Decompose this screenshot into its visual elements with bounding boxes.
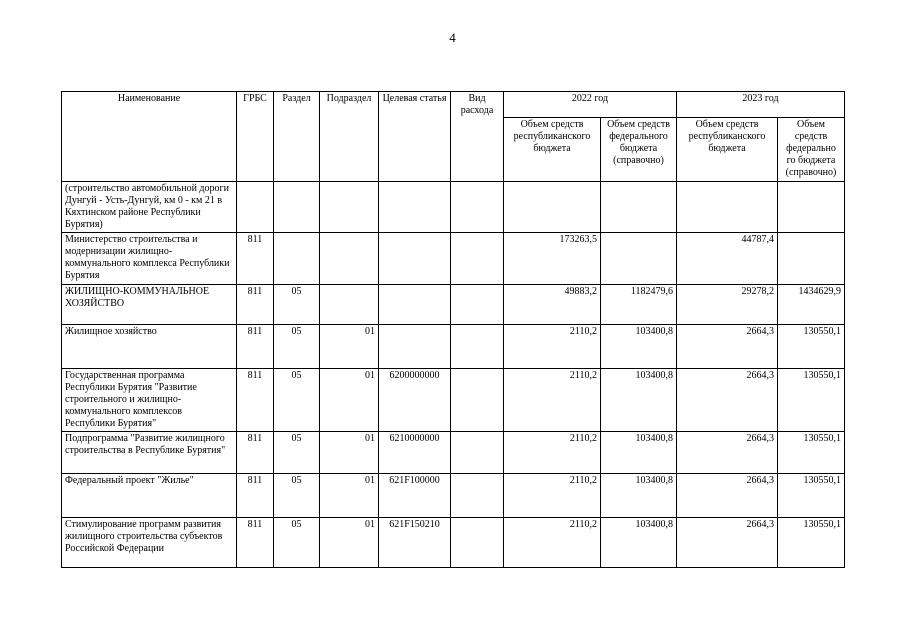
cell-podrazdel: [320, 285, 379, 325]
cell-f2022: 103400,8: [601, 518, 677, 568]
cell-vid: [451, 285, 504, 325]
header-year-2022: 2022 год: [504, 92, 677, 118]
table-row: [62, 233, 845, 285]
cell-target: 6210000000: [379, 432, 451, 474]
cell-r2023: 44787,4: [677, 233, 778, 285]
cell-r2022: 173263,5: [504, 233, 601, 285]
header-fed-2023: Объем средств федерально го бюджета (справочно): [778, 118, 845, 182]
header-target: Целевая статья: [379, 92, 451, 182]
cell-vid: [451, 233, 504, 285]
cell-name: Жилищное хозяйство: [62, 325, 237, 369]
header-year-2023: 2023 год: [677, 92, 845, 118]
cell-name: Федеральный проект "Жилье": [62, 474, 237, 518]
cell-r2022: 49883,2: [504, 285, 601, 325]
cell-podrazdel: 01: [320, 325, 379, 369]
cell-razdel: 05: [274, 518, 320, 568]
cell-r2023: 2664,3: [677, 432, 778, 474]
cell-razdel: [274, 233, 320, 285]
cell-vid: [451, 182, 504, 233]
cell-podrazdel: 01: [320, 474, 379, 518]
header-vid: Вид расхода: [451, 92, 504, 182]
cell-f2022: 103400,8: [601, 432, 677, 474]
cell-target: [379, 182, 451, 233]
cell-f2023: 130550,1: [778, 474, 845, 518]
cell-razdel: 05: [274, 325, 320, 369]
cell-r2022: 2110,2: [504, 518, 601, 568]
cell-r2022: 2110,2: [504, 432, 601, 474]
cell-podrazdel: 01: [320, 432, 379, 474]
cell-f2023: 130550,1: [778, 369, 845, 432]
cell-f2022: 103400,8: [601, 474, 677, 518]
cell-vid: [451, 325, 504, 369]
cell-f2022: 103400,8: [601, 325, 677, 369]
cell-r2023: 29278,2: [677, 285, 778, 325]
cell-podrazdel: [320, 233, 379, 285]
cell-target: [379, 233, 451, 285]
cell-grbs: [237, 182, 274, 233]
cell-r2023: 2664,3: [677, 369, 778, 432]
cell-r2022: 2110,2: [504, 474, 601, 518]
cell-podrazdel: 01: [320, 369, 379, 432]
cell-vid: [451, 518, 504, 568]
cell-f2023: 130550,1: [778, 325, 845, 369]
cell-target: [379, 325, 451, 369]
cell-f2022: [601, 182, 677, 233]
cell-f2022: [601, 233, 677, 285]
cell-target: 6200000000: [379, 369, 451, 432]
cell-r2023: 2664,3: [677, 325, 778, 369]
cell-podrazdel: 01: [320, 518, 379, 568]
cell-target: 621F100000: [379, 474, 451, 518]
header-grbs: ГРБС: [237, 92, 274, 182]
cell-name: Государственная программа Республики Бурятия "Развитие строительного и жилищно-коммунального комплексов Республики Бурятия": [62, 369, 237, 432]
header-razdel: Раздел: [274, 92, 320, 182]
cell-name: Министерство строительства и модернизации жилищно-коммунального комплекса Республики Бурятия: [62, 233, 237, 285]
cell-podrazdel: [320, 182, 379, 233]
cell-f2023: 130550,1: [778, 518, 845, 568]
page-number: 4: [449, 30, 456, 45]
table-row: [62, 369, 845, 432]
cell-grbs: 811: [237, 369, 274, 432]
cell-r2023: 2664,3: [677, 518, 778, 568]
cell-f2023: 130550,1: [778, 432, 845, 474]
header-fed-2022: Объем средств федерального бюджета (справочно): [601, 118, 677, 182]
cell-grbs: 811: [237, 233, 274, 285]
header-podrazdel: Подраздел: [320, 92, 379, 182]
cell-r2023: 2664,3: [677, 474, 778, 518]
table-row: [62, 325, 845, 369]
cell-target: 621F150210: [379, 518, 451, 568]
cell-razdel: 05: [274, 474, 320, 518]
table-row: [62, 285, 845, 325]
cell-f2022: 1182479,6: [601, 285, 677, 325]
table-row: [62, 432, 845, 474]
header-rep-2023: Объем средств республиканского бюджета: [677, 118, 778, 182]
cell-razdel: 05: [274, 369, 320, 432]
cell-f2023: [778, 182, 845, 233]
cell-r2023: [677, 182, 778, 233]
cell-razdel: 05: [274, 285, 320, 325]
table-row: [62, 474, 845, 518]
cell-r2022: 2110,2: [504, 369, 601, 432]
cell-grbs: 811: [237, 432, 274, 474]
cell-target: [379, 285, 451, 325]
header-rep-2022: Объем средств республиканского бюджета: [504, 118, 601, 182]
cell-vid: [451, 474, 504, 518]
cell-razdel: [274, 182, 320, 233]
cell-f2023: 1434629,9: [778, 285, 845, 325]
cell-f2023: [778, 233, 845, 285]
table-row: [62, 182, 845, 233]
cell-grbs: 811: [237, 474, 274, 518]
cell-vid: [451, 369, 504, 432]
cell-r2022: 2110,2: [504, 325, 601, 369]
cell-name: (строительство автомобильной дороги Дунгуй - Усть-Дунгуй, км 0 - км 21 в Кяхтинском районе Республики Бурятия): [62, 182, 237, 233]
cell-name: Подпрограмма "Развитие жилищного строительства в Республике Бурятия": [62, 432, 237, 474]
cell-f2022: 103400,8: [601, 369, 677, 432]
cell-grbs: 811: [237, 285, 274, 325]
cell-name: ЖИЛИЩНО-КОММУНАЛЬНОЕ ХОЗЯЙСТВО: [62, 285, 237, 325]
cell-vid: [451, 432, 504, 474]
cell-grbs: 811: [237, 518, 274, 568]
header-name: Наименование: [62, 92, 237, 182]
cell-razdel: 05: [274, 432, 320, 474]
cell-grbs: 811: [237, 325, 274, 369]
cell-r2022: [504, 182, 601, 233]
budget-table: [61, 91, 845, 568]
table-row: [62, 518, 845, 568]
cell-name: Стимулирование программ развития жилищного строительства субъектов Российской Федерации: [62, 518, 237, 568]
